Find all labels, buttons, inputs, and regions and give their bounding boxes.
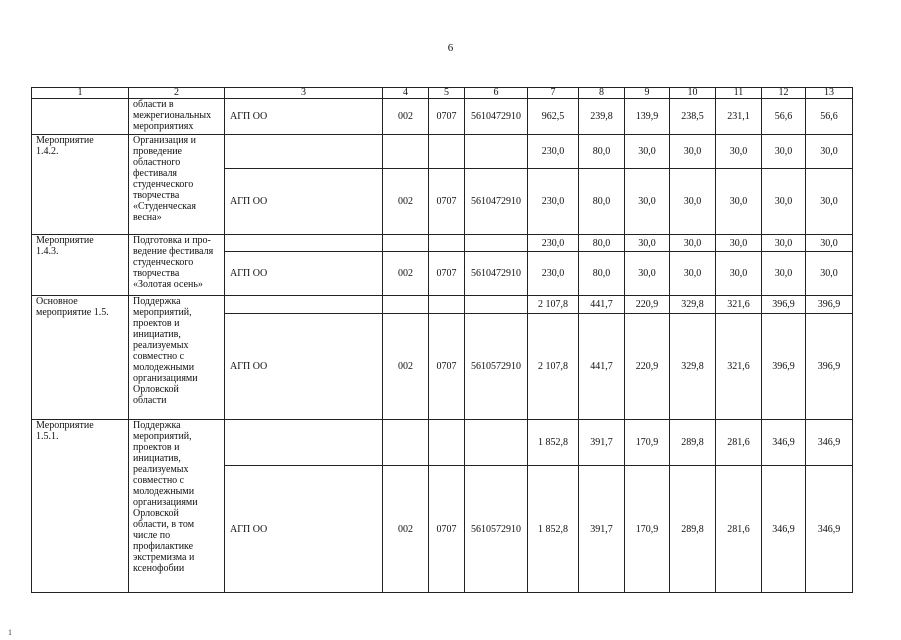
total-value: 170,9 <box>625 420 670 466</box>
total-value: 30,0 <box>806 235 853 252</box>
code-section: 0707 <box>429 99 465 135</box>
code-target: 5610572910 <box>465 314 528 420</box>
value-year: 80,0 <box>579 252 625 296</box>
table-row <box>32 99 853 135</box>
value-year: 239,8 <box>579 99 625 135</box>
total-value: 346,9 <box>762 420 806 466</box>
value-year: 30,0 <box>716 252 762 296</box>
executor: АГП ОО <box>225 466 383 593</box>
value-year: 321,6 <box>716 314 762 420</box>
event-description: Организация и проведение областного фестиваля студенческого творчества «Студенческая весна» <box>129 135 225 235</box>
value-year: 30,0 <box>806 252 853 296</box>
event-description: Поддержка мероприятий, проектов и инициатив, реализуемых совместно с молодежными организациями Орловской области, в том числе по профилактике экстремизма и ксенофобии <box>129 420 225 593</box>
total-value: 346,9 <box>806 420 853 466</box>
value-year: 231,1 <box>716 99 762 135</box>
total-value: 30,0 <box>806 135 853 169</box>
value-year: 56,6 <box>762 99 806 135</box>
event-name: Основное мероприятие 1.5. <box>32 296 129 420</box>
code-grbs: 002 <box>383 466 429 593</box>
code-section: 0707 <box>429 466 465 593</box>
value-year: 391,7 <box>579 466 625 593</box>
value-year: 30,0 <box>625 169 670 235</box>
value-year: 220,9 <box>625 314 670 420</box>
value-year: 346,9 <box>762 466 806 593</box>
budget-table <box>31 87 853 593</box>
header-cell: 10 <box>670 88 716 99</box>
total-value: 281,6 <box>716 420 762 466</box>
header-cell: 4 <box>383 88 429 99</box>
value-year: 30,0 <box>670 252 716 296</box>
executor: АГП ОО <box>225 169 383 235</box>
code-grbs: 002 <box>383 169 429 235</box>
executor: АГП ОО <box>225 99 383 135</box>
total-value: 30,0 <box>625 135 670 169</box>
code-grbs: 002 <box>383 99 429 135</box>
header-cell: 12 <box>762 88 806 99</box>
code-section: 0707 <box>429 169 465 235</box>
total-value: 30,0 <box>625 235 670 252</box>
event-description: Поддержка мероприятий, проектов и инициатив, реализуемых совместно с молодежными организациями Орловской области <box>129 296 225 420</box>
total-value: 321,6 <box>716 296 762 314</box>
header-cell: 7 <box>528 88 579 99</box>
total-value: 30,0 <box>762 235 806 252</box>
value-year: 281,6 <box>716 466 762 593</box>
total-value: 230,0 <box>528 135 579 169</box>
header-cell: 8 <box>579 88 625 99</box>
value-total: 962,5 <box>528 99 579 135</box>
total-value: 391,7 <box>579 420 625 466</box>
code-target: 5610472910 <box>465 252 528 296</box>
value-year: 30,0 <box>625 252 670 296</box>
value-year: 30,0 <box>762 169 806 235</box>
value-year: 30,0 <box>716 169 762 235</box>
header-cell: 5 <box>429 88 465 99</box>
total-value: 289,8 <box>670 420 716 466</box>
code-section: 0707 <box>429 252 465 296</box>
executor: АГП ОО <box>225 314 383 420</box>
value-year: 30,0 <box>806 169 853 235</box>
total-value: 396,9 <box>762 296 806 314</box>
margin-mark: 1 <box>8 628 12 637</box>
table-row <box>32 135 853 169</box>
header-cell: 1 <box>32 88 129 99</box>
value-year: 80,0 <box>579 169 625 235</box>
table-row <box>32 235 853 252</box>
total-value: 2 107,8 <box>528 296 579 314</box>
total-value: 30,0 <box>716 235 762 252</box>
total-value: 1 852,8 <box>528 420 579 466</box>
page-number: 6 <box>447 42 454 54</box>
total-value: 441,7 <box>579 296 625 314</box>
header-cell: 11 <box>716 88 762 99</box>
total-value: 329,8 <box>670 296 716 314</box>
header-cell: 2 <box>129 88 225 99</box>
executor: АГП ОО <box>225 252 383 296</box>
value-total: 2 107,8 <box>528 314 579 420</box>
event-name-cell <box>32 99 129 135</box>
code-target: 5610472910 <box>465 169 528 235</box>
table-row <box>32 296 853 314</box>
value-year: 30,0 <box>762 252 806 296</box>
value-year: 346,9 <box>806 466 853 593</box>
total-value: 30,0 <box>762 135 806 169</box>
total-value: 220,9 <box>625 296 670 314</box>
event-description: области в межрегиональных мероприятиях <box>129 99 225 135</box>
value-year: 289,8 <box>670 466 716 593</box>
header-cell: 6 <box>465 88 528 99</box>
value-year: 396,9 <box>762 314 806 420</box>
value-total: 1 852,8 <box>528 466 579 593</box>
code-target: 5610572910 <box>465 466 528 593</box>
total-value: 230,0 <box>528 235 579 252</box>
header-cell: 3 <box>225 88 383 99</box>
code-section: 0707 <box>429 314 465 420</box>
total-value: 30,0 <box>670 235 716 252</box>
total-value: 80,0 <box>579 135 625 169</box>
value-year: 441,7 <box>579 314 625 420</box>
table-row <box>32 420 853 466</box>
value-total: 230,0 <box>528 252 579 296</box>
code-target: 5610472910 <box>465 99 528 135</box>
value-year: 30,0 <box>670 169 716 235</box>
event-name: Мероприятие 1.4.2. <box>32 135 129 235</box>
value-year: 139,9 <box>625 99 670 135</box>
value-year: 56,6 <box>806 99 853 135</box>
value-total: 230,0 <box>528 169 579 235</box>
code-grbs: 002 <box>383 252 429 296</box>
header-row <box>32 88 853 99</box>
total-value: 80,0 <box>579 235 625 252</box>
event-name: Мероприятие 1.5.1. <box>32 420 129 593</box>
event-description: Подготовка и про- ведение фестиваля студенческого творчества «Золотая осень» <box>129 235 225 296</box>
value-year: 238,5 <box>670 99 716 135</box>
total-value: 30,0 <box>716 135 762 169</box>
total-value: 396,9 <box>806 296 853 314</box>
value-year: 329,8 <box>670 314 716 420</box>
event-name: Мероприятие 1.4.3. <box>32 235 129 296</box>
total-value: 30,0 <box>670 135 716 169</box>
code-grbs: 002 <box>383 314 429 420</box>
header-cell: 9 <box>625 88 670 99</box>
value-year: 170,9 <box>625 466 670 593</box>
header-cell: 13 <box>806 88 853 99</box>
value-year: 396,9 <box>806 314 853 420</box>
